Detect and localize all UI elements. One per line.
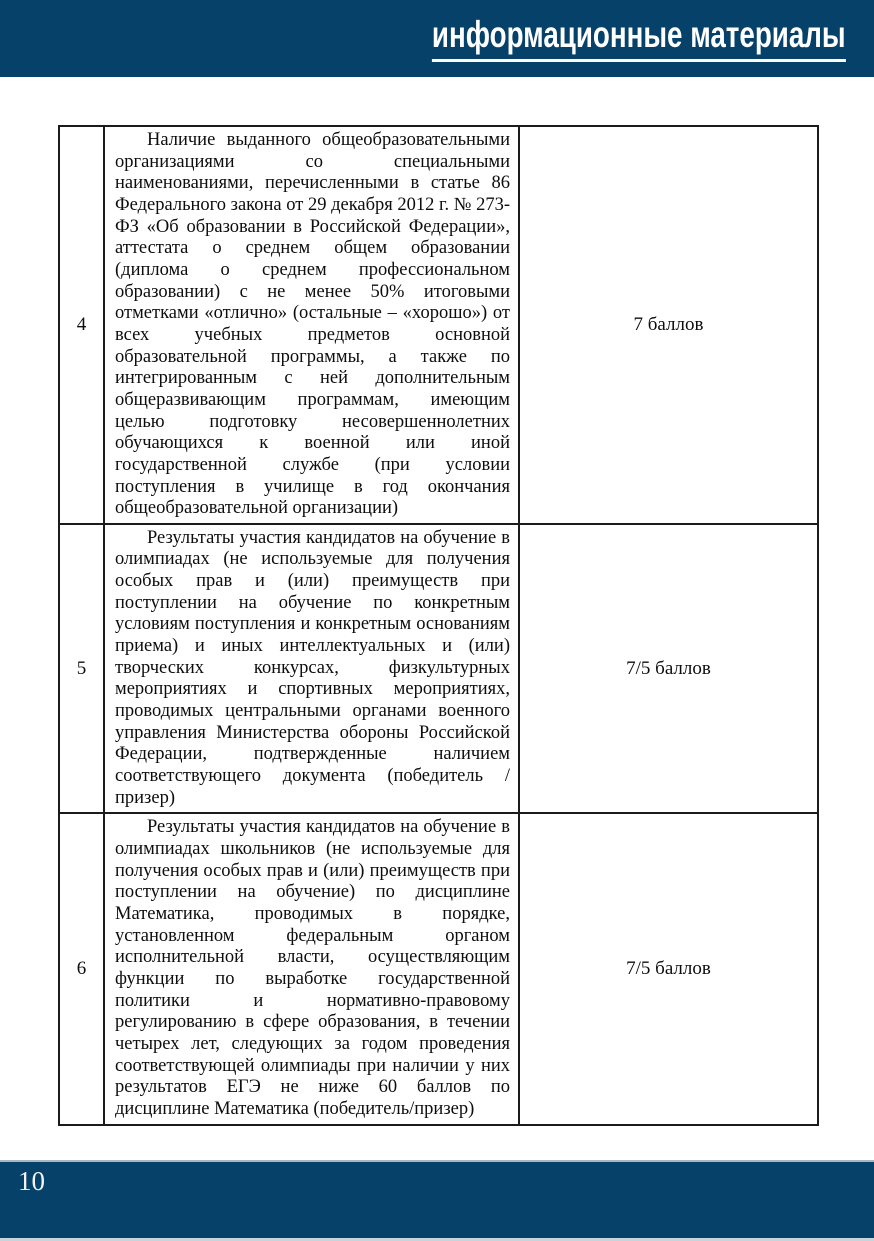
criterion-cell <box>104 126 519 524</box>
criterion-text: Результаты участия кандидатов на обучение в олимпиадах (не используемые для получения особых прав и (или) преимуществ при поступлении на обучение по конкретным условиям поступления и конкретным основаниям приема) и иных интеллектуальных и (или) творческих конкурсах, физкультурных мероприятиях и спортивных мероприятиях, проводимых центральными органами военного управления Министерства обороны Российской Федерации, подтвержденные наличием соответствующего документа (победитель / призер) <box>115 527 510 808</box>
row-number-cell: 5 <box>59 524 104 814</box>
criterion-cell <box>104 524 519 814</box>
header-bar <box>0 0 874 77</box>
table-row <box>59 813 818 1124</box>
header-title-wrap <box>432 14 846 62</box>
points-cell: 7 баллов <box>519 126 818 524</box>
points-cell: 7/5 баллов <box>519 524 818 814</box>
criterion-cell <box>104 813 519 1124</box>
points-cell: 7/5 баллов <box>519 813 818 1124</box>
row-number-cell: 4 <box>59 126 104 524</box>
criterion-text: Результаты участия кандидатов на обучение в олимпиадах школьников (не используемые для получения особых прав и (или) преимуществ при поступлении на обучение) по дисциплине Математика, проводимых в порядке, установленном федеральным органом исполнительной власти, осуществляющим функции по выработке государственной политики и нормативно-правовому регулированию в сфере образования, в течении четырех лет, следующих за годом проведения соответствующей олимпиады при наличии у них результатов ЕГЭ не ниже 60 баллов по дисциплине Математика (победитель/призер) <box>115 817 510 1119</box>
page-number: 10 <box>18 1166 45 1196</box>
table-row <box>59 126 818 524</box>
table-row <box>59 524 818 814</box>
row-number-cell: 6 <box>59 813 104 1124</box>
footer-bar <box>0 1160 874 1241</box>
criterion-text: Наличие выданного общеобразовательными организациями со специальными наименованиями, перечисленными в статье 86 Федерального закона от 29 декабря 2012 г. № 273-ФЗ «Об образовании в Российской Федерации», аттестата о среднем общем образовании (диплома о среднем профессиональном образовании) с не менее 50% итоговыми отметками «отлично» (остальные – «хорошо») от всех учебных предметов основной образовательной программы, а также по интегрированным с ней дополнительным общеразвивающим программам, имеющим целью подготовку несовершеннолетних обучающихся к военной или иной государственной службе (при условии поступления в училище в год окончания общеобразовательной организации) <box>115 130 510 519</box>
criteria-table <box>58 125 819 1126</box>
page-title: информационные материалы <box>432 14 846 62</box>
